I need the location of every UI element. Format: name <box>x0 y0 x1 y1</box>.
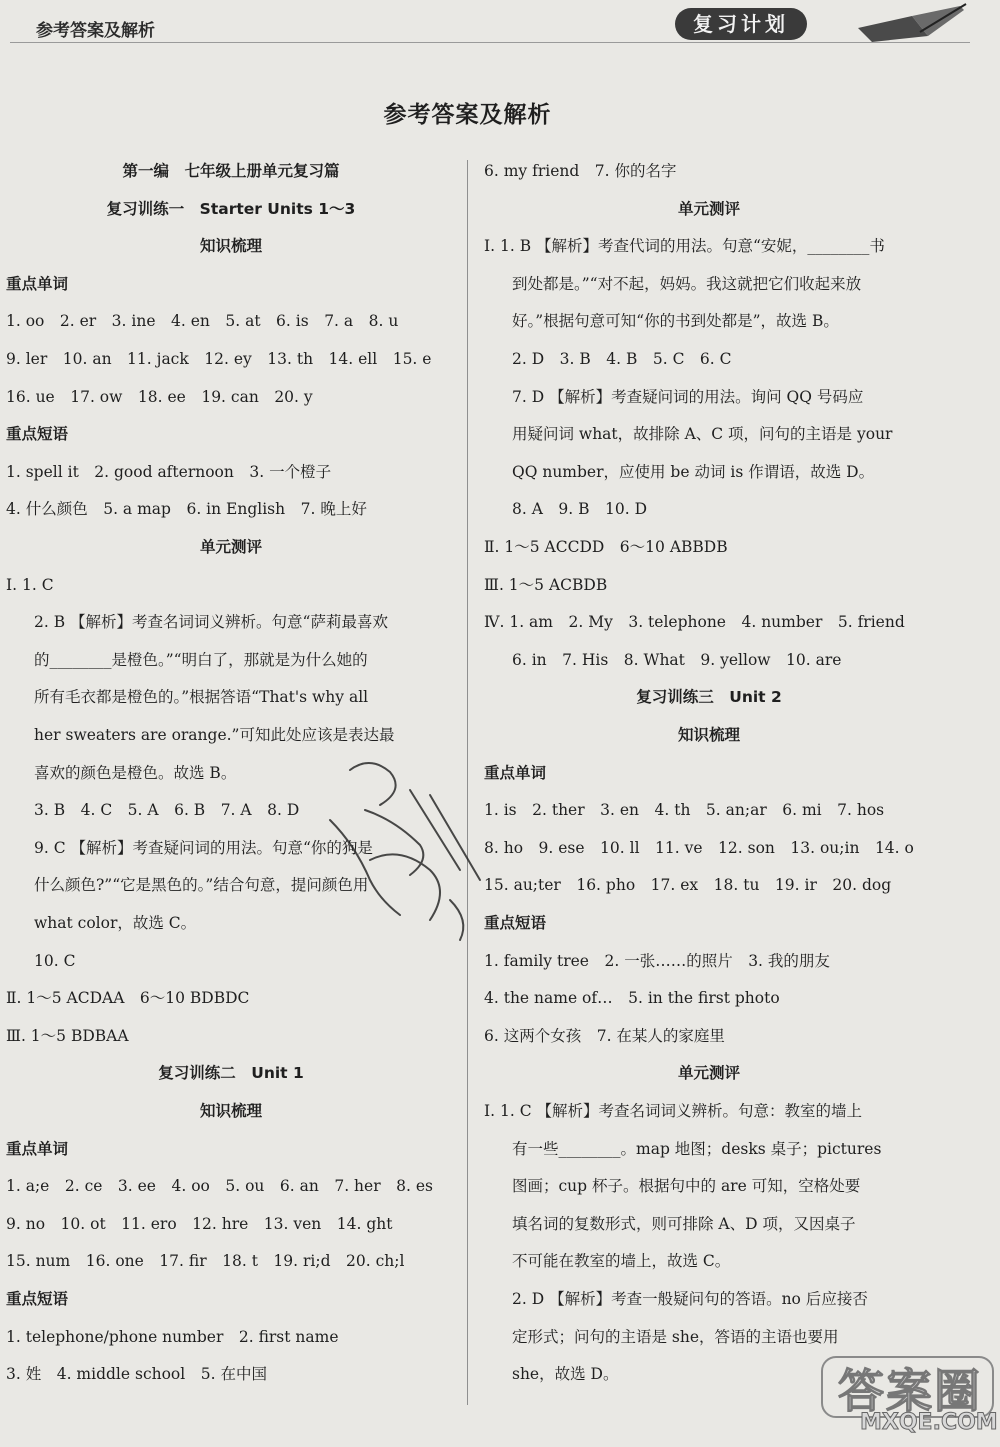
answer-line: 9. no 10. ot 11. ero 12. hre 13. ven 14. ght <box>6 1214 393 1233</box>
answer-line: 1. a;e 2. ce 3. ee 4. oo 5. ou 6. an 7. her 8. es <box>6 1177 433 1196</box>
answer-line: 3. 姓 4. middle school 5. 在中国 <box>6 1365 267 1384</box>
answer-line: 不可能在教室的墙上，故选 C。 <box>512 1252 731 1271</box>
answer-line: 1. family tree 2. 一张……的照片 3. 我的朋友 <box>484 951 830 970</box>
section-heading: 复习训练二 Unit 1 <box>158 1064 304 1083</box>
answer-line: 的________是橙色。”“明白了，那就是为什么她的 <box>34 650 368 669</box>
answer-line: Ⅰ. 1. B 【解析】考查代词的用法。句意“安妮，________书 <box>484 237 885 256</box>
section-heading: 复习训练三 Unit 2 <box>636 688 782 707</box>
answer-line: 8. ho 9. ese 10. ll 11. ve 12. son 13. ou;in 14. o <box>484 838 914 857</box>
answer-line: 1. is 2. ther 3. en 4. th 5. an;ar 6. mi 7. hos <box>484 801 885 820</box>
answer-line: Ⅳ. 1. am 2. My 3. telephone 4. number 5. friend <box>484 613 905 632</box>
answer-line: 到处都是。”“对不起，妈妈。我这就把它们收起来放 <box>512 274 862 293</box>
subsection-heading: 重点短语 <box>484 914 547 932</box>
section-heading: 单元测评 <box>677 1064 740 1083</box>
answer-line: her sweaters are orange.”可知此处应该是表达最 <box>34 726 395 744</box>
answer-line: she，故选 D。 <box>512 1365 619 1384</box>
answer-line: 喜欢的颜色是橙色。故选 B。 <box>34 763 237 782</box>
answer-line: 2. D 【解析】考查一般疑问句的答语。no 后应接否 <box>512 1290 868 1308</box>
answer-line: 2. B 【解析】考查名词词义辨析。句意“萨莉最喜欢 <box>34 613 388 632</box>
answer-line: 15. au;ter 16. pho 17. ex 18. tu 19. ir 20. dog <box>484 876 892 895</box>
answer-line: 1. oo 2. er 3. ine 4. en 5. at 6. is 7. a 8. u <box>6 312 399 331</box>
answer-line: 所有毛衣都是橙色的。”根据答语“That's why all <box>34 688 369 707</box>
answer-line: 1. telephone/phone number 2. first name <box>6 1327 339 1346</box>
answer-line: 3. B 4. C 5. A 6. B 7. A 8. D <box>34 801 300 820</box>
answer-line: what color，故选 C。 <box>34 914 197 932</box>
section-heading: 第一编 七年级上册单元复习篇 <box>122 162 340 180</box>
site-logo-url: MXQE.COM <box>860 1410 998 1435</box>
answer-line: 有一些________。map 地图；desks 桌子；pictures <box>512 1139 882 1158</box>
answer-line: Ⅱ. 1～5 ACDAA 6～10 BDBDC <box>6 989 250 1008</box>
subsection-heading: 重点短语 <box>6 425 69 444</box>
book-pen-icon <box>850 2 970 46</box>
answer-line: 4. 什么颜色 5. a map 6. in English 7. 晚上好 <box>6 500 367 519</box>
answer-line: 用疑问词 what，故排除 A、C 项，问句的主语是 your <box>512 425 893 444</box>
subsection-heading: 重点单词 <box>6 1139 69 1158</box>
answer-line: 图画；cup 杯子。根据句中的 are 可知，空格处要 <box>512 1177 861 1196</box>
answer-line: 15. num 16. one 17. fir 18. t 19. ri;d 20. ch;l <box>6 1252 405 1271</box>
answer-line: 好。”根据句意可知“你的书到处都是”，故选 B。 <box>512 312 839 331</box>
section-heading: 单元测评 <box>199 538 262 556</box>
answer-line: 10. C <box>34 951 76 970</box>
subsection-heading: 重点单词 <box>6 274 69 293</box>
section-heading: 知识梳理 <box>199 1102 262 1120</box>
answer-line: Ⅲ. 1～5 ACBDB <box>484 575 608 594</box>
answer-line: 2. D 3. B 4. B 5. C 6. C <box>512 350 732 368</box>
answer-line: 7. D 【解析】考查疑问词的用法。询问 QQ 号码应 <box>512 387 864 406</box>
answer-line: Ⅲ. 1～5 BDBAA <box>6 1026 129 1045</box>
answer-line: 6. in 7. His 8. What 9. yellow 10. are <box>512 650 842 669</box>
subsection-heading: 重点短语 <box>6 1290 69 1308</box>
answer-line: 填名词的复数形式，则可排除 A、D 项，又因桌子 <box>512 1214 856 1233</box>
answer-line: 6. my friend 7. 你的名字 <box>484 162 677 180</box>
header-series-badge: 复习计划 <box>675 8 807 40</box>
section-heading: 知识梳理 <box>677 726 740 744</box>
answer-line: 4. the name of… 5. in the first photo <box>484 989 780 1008</box>
answer-line: 1. spell it 2. good afternoon 3. 一个橙子 <box>6 462 332 481</box>
answer-line: Ⅰ. 1. C <box>6 575 54 594</box>
answer-line: 16. ue 17. ow 18. ee 19. can 20. y <box>6 387 313 406</box>
header-rule <box>10 42 970 43</box>
handwritten-stamp-watermark <box>310 750 500 950</box>
section-heading: 复习训练一 Starter Units 1～3 <box>106 199 356 218</box>
header-section-title: 参考答案及解析 <box>36 21 155 41</box>
answer-line: 9. C 【解析】考查疑问词的用法。句意“你的狗是 <box>34 838 373 857</box>
site-logo-text: 答案圈 <box>838 1364 982 1418</box>
answer-line: 6. 这两个女孩 7. 在某人的家庭里 <box>484 1026 725 1045</box>
section-heading: 单元测评 <box>677 199 740 218</box>
answer-line: 什么颜色?”“它是黑色的。”结合句意，提问颜色用 <box>34 876 369 895</box>
answer-line: 9. ler 10. an 11. jack 12. ey 13. th 14. ell 15. e <box>6 350 432 368</box>
answer-line: Ⅱ. 1～5 ACCDD 6～10 ABBDB <box>484 538 728 556</box>
page-header <box>0 0 1000 46</box>
answer-line: 定形式；问句的主语是 she，答语的主语也要用 <box>512 1327 839 1346</box>
section-heading: 知识梳理 <box>199 237 262 256</box>
answer-line: Ⅰ. 1. C 【解析】考查名词词义辨析。句意：教室的墙上 <box>484 1102 862 1120</box>
subsection-heading: 重点单词 <box>484 763 547 782</box>
page-title: 参考答案及解析 <box>383 102 552 128</box>
answer-line: 8. A 9. B 10. D <box>512 500 648 519</box>
answer-line: QQ number，应使用 be 动词 is 作谓语，故选 D。 <box>512 462 875 481</box>
